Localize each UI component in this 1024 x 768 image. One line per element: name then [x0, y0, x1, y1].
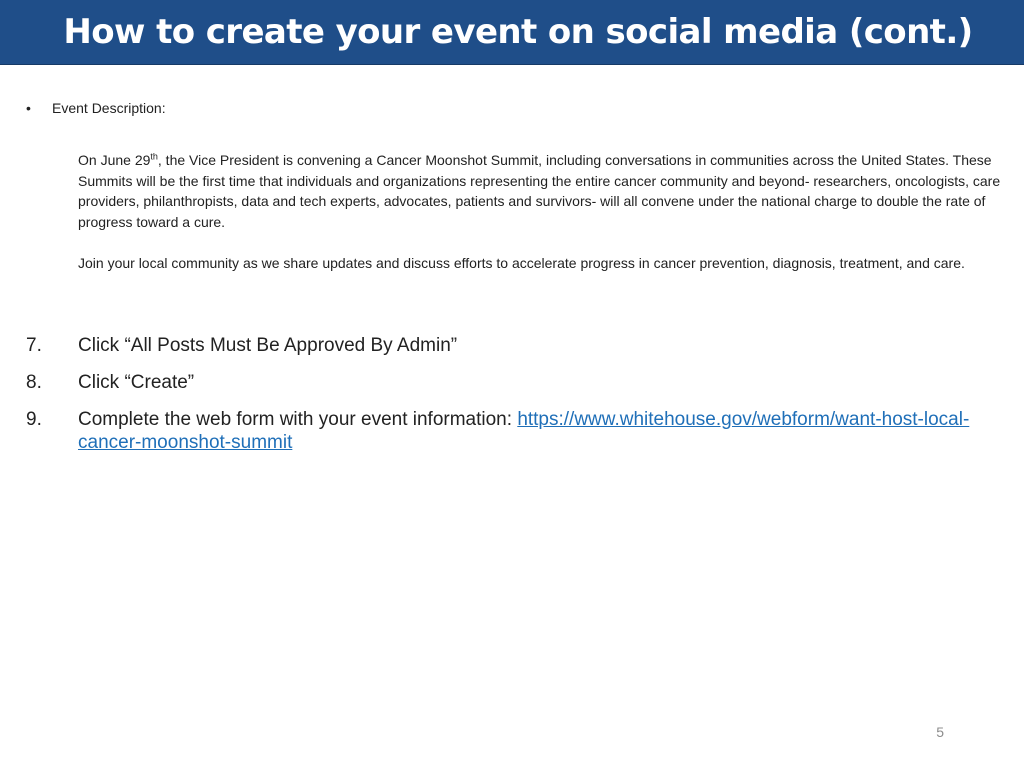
- step-text-container: [78, 408, 996, 454]
- description-paragraph-1: [78, 150, 1003, 232]
- page-title: How to create your event on social media (cont.): [63, 12, 973, 52]
- list-item: [26, 371, 996, 394]
- page-number: 5: [936, 724, 944, 740]
- bullet-icon: •: [26, 100, 31, 116]
- steps-list: [26, 334, 996, 468]
- step-number: 9.: [26, 409, 42, 430]
- description-p1-rest: , the Vice President is convening a Cancer Moonshot Summit, including conversations in communities across the United States. These Summits will be the first time that individuals and organizations representing the entire cancer community and beyond- researchers, oncologists, care providers, philanthropists, data and tech experts, advocates, patients and survivors- will all convene under the national charge to double the rate of progress toward a cure.: [78, 152, 1001, 230]
- step-number: 7.: [26, 335, 42, 356]
- webform-link[interactable]: https://www.whitehouse.gov/webform/want-host-local-cancer-moonshot-summit: [78, 409, 970, 453]
- event-description-bullet: [26, 98, 166, 118]
- bullet-label: Event Description:: [52, 100, 166, 116]
- step-text: Click “All Posts Must Be Approved By Admin”: [78, 335, 458, 356]
- list-item: [26, 334, 996, 357]
- step-number: 8.: [26, 372, 42, 393]
- step-text: Click “Create”: [78, 372, 195, 393]
- description-p1-start: On June 29: [78, 152, 151, 168]
- title-bar: [0, 0, 1024, 65]
- description-paragraph-2: Join your local community as we share updates and discuss efforts to accelerate progress in cancer prevention, diagnosis, treatment, and care.: [78, 255, 965, 271]
- list-item: [26, 408, 996, 454]
- step-text: Complete the web form with your event information:: [78, 409, 518, 430]
- description-p1-superscript: th: [150, 151, 158, 162]
